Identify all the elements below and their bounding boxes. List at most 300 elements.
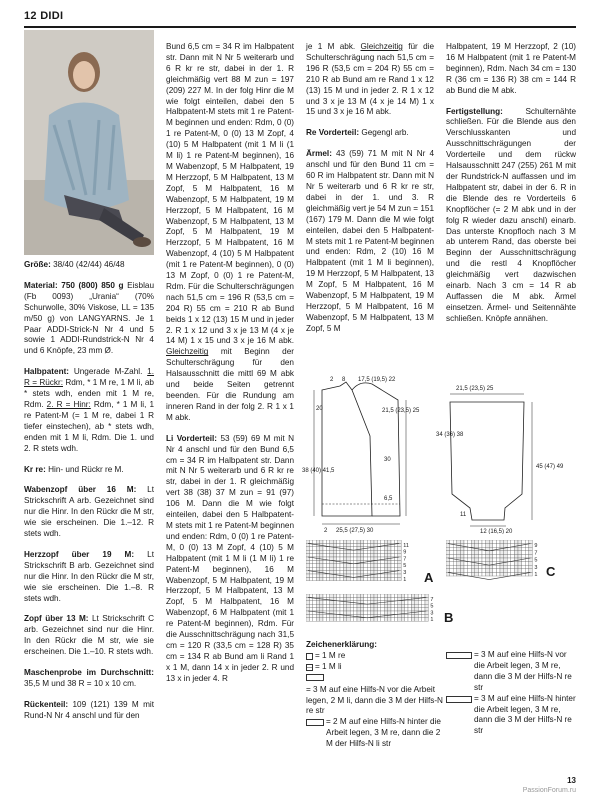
chart-a-cell [394, 577, 397, 580]
chart-a-cell [337, 574, 340, 577]
chart-a-cell [381, 560, 384, 563]
legend-text-cable-1: = 3 M auf eine Hilfs-N vor die Arbeit legen, 2 M li, dann die 3 M der Hilfs-N re str [306, 684, 443, 716]
chart-c-cell [529, 562, 533, 566]
chart-c-cell [453, 558, 457, 562]
purl-symbol-icon [306, 664, 313, 671]
chart-b-cell [405, 618, 408, 621]
chart-c-cell [514, 572, 518, 576]
chart-b-cell [309, 614, 312, 617]
chart-c-cell [446, 562, 450, 566]
chart-b-cell [316, 608, 319, 611]
cable-front-knit-icon [446, 652, 472, 659]
chart-a-cell [333, 564, 336, 567]
chart-a-cell [340, 554, 343, 557]
halbpatent-r2-label: 2. R = Hinr: [46, 399, 91, 409]
chart-a-cell [364, 564, 367, 567]
chart-a-cell [333, 577, 336, 580]
chart-a-cell [360, 567, 363, 570]
chart-b-cell [384, 614, 387, 617]
chart-a-cell [343, 557, 346, 560]
material-label: Material: 750 (800) 850 g [24, 280, 124, 290]
chart-b-cell [313, 604, 316, 607]
chart-b-cell [337, 597, 340, 600]
chart-c-cell [453, 547, 457, 551]
chart-a-cell [323, 564, 326, 567]
chart-b-cell [418, 601, 421, 604]
chart-b-cell [381, 597, 384, 600]
chart-b-cell [422, 604, 425, 607]
chart-b-cell [347, 608, 350, 611]
chart-c-cell [493, 554, 497, 558]
chart-b-cell [384, 601, 387, 604]
chart-b-cell [377, 597, 380, 600]
chart-a-cell [309, 567, 312, 570]
chart-a-cell [367, 540, 370, 543]
chart-a-cell [360, 554, 363, 557]
chart-a-cell [384, 540, 387, 543]
chart-a-cell [371, 564, 374, 567]
chart-a-row-number: 1 [403, 576, 407, 582]
chart-c-cell [446, 554, 450, 558]
chart-a-row-number: 3 [403, 570, 407, 576]
chart-a-cell [391, 577, 394, 580]
chart-c-cell [529, 565, 533, 569]
chart-c-cell [504, 544, 508, 548]
zopf-label: Zopf über 13 M: [24, 614, 89, 624]
chart-c-cell [475, 544, 479, 548]
chart-c-cell [489, 554, 493, 558]
chart-c-cell [518, 547, 522, 551]
chart-a-cell [367, 571, 370, 574]
chart-b-cell [405, 601, 408, 604]
chart-a-cell [333, 567, 336, 570]
chart-a-cell [377, 567, 380, 570]
chart-c-cell [460, 551, 464, 555]
chart-c-cell [460, 547, 464, 551]
chart-a-cell [354, 543, 357, 546]
chart-a-cell [313, 574, 316, 577]
chart-a-cell [398, 567, 401, 570]
sleeve-side-34: 34 (36) 38 [436, 432, 464, 438]
chart-b-cell [320, 601, 323, 604]
chart-a-cell [381, 540, 384, 543]
chart-b-cell [347, 604, 350, 607]
chart-a-cell [343, 540, 346, 543]
chart-a [306, 540, 426, 584]
chart-b-cell [405, 611, 408, 614]
chart-c-cell [489, 569, 493, 573]
chart-c-cell [522, 540, 526, 544]
chart-b-cell [418, 604, 421, 607]
chart-b-cell [384, 597, 387, 600]
chart-c-cell [446, 572, 450, 576]
chart-c-cell [489, 540, 493, 544]
chart-a-cell [374, 567, 377, 570]
chart-c-cell [450, 551, 454, 555]
chart-a-cell [357, 543, 360, 546]
chart-c-cell [478, 565, 482, 569]
chart-b-cell [408, 608, 411, 611]
chart-c-cell [468, 540, 472, 544]
chart-a-cell [354, 557, 357, 560]
chart-c-cell [511, 565, 515, 569]
chart-c-cell [522, 558, 526, 562]
chart-b-cell [316, 618, 319, 621]
chart-b-cell [306, 608, 309, 611]
chart-c-cell [529, 572, 533, 576]
chart-b-cell [391, 611, 394, 614]
chart-b-cell [418, 614, 421, 617]
chart-a-cell [313, 540, 316, 543]
chart-a-cell [364, 567, 367, 570]
chart-c-cell [453, 572, 457, 576]
chart-c-cell [489, 565, 493, 569]
chart-a-cell [381, 554, 384, 557]
chart-a-cell [384, 550, 387, 553]
chart-a-cell [330, 571, 333, 574]
chart-c-cell [471, 540, 475, 544]
chart-c-cell [460, 572, 464, 576]
chart-b-cell [333, 604, 336, 607]
chart-a-cell [313, 577, 316, 580]
chart-a-cell [367, 547, 370, 550]
chart-c-cell [518, 540, 522, 544]
schem-side-20: 20 [316, 406, 323, 412]
chart-a-cell [347, 564, 350, 567]
chart-a-cell [326, 554, 329, 557]
chart-b-cell [316, 611, 319, 614]
chart-b-cell [313, 601, 316, 604]
chart-a-cell [313, 560, 316, 563]
chart-a-cell [343, 577, 346, 580]
chart-c-cell [471, 569, 475, 573]
chart-c-cell [514, 554, 518, 558]
chart-c-cell [450, 569, 454, 573]
chart-a-cell [384, 574, 387, 577]
chart-a-cell [398, 547, 401, 550]
chart-b-cell [394, 608, 397, 611]
chart-a-cell [377, 577, 380, 580]
chart-c-cell [478, 569, 482, 573]
chart-c-cell [514, 569, 518, 573]
legend-item-knit [306, 651, 448, 662]
chart-a-cell [377, 550, 380, 553]
chart-b-cell [411, 604, 414, 607]
chart-a-cell [367, 574, 370, 577]
chart-a-cell [360, 571, 363, 574]
chart-b-cell [422, 601, 425, 604]
chart-b-cell [394, 618, 397, 621]
chart-b-cell [364, 594, 367, 597]
chart-b-cell [398, 614, 401, 617]
chart-a-cell [391, 567, 394, 570]
chart-a-cell [337, 564, 340, 567]
chart-b-cell [425, 601, 428, 604]
chart-b-cell [326, 601, 329, 604]
chart-a-cell [394, 554, 397, 557]
chart-a-cell [364, 577, 367, 580]
chart-b-cell [391, 618, 394, 621]
chart-c-cell [496, 544, 500, 548]
chart-c-cell [478, 558, 482, 562]
chart-b-cell [388, 604, 391, 607]
chart-a-cell [343, 571, 346, 574]
chart-b-cell [357, 601, 360, 604]
chart-b-cell [405, 608, 408, 611]
chart-b-cell [422, 608, 425, 611]
chart-b-cell [425, 594, 428, 597]
chart-a-cell [357, 550, 360, 553]
chart-a-cell [384, 560, 387, 563]
chart-b-cell [405, 604, 408, 607]
chart-c-cell [500, 540, 504, 544]
chart-c-cell [514, 562, 518, 566]
legend-text-purl: = 1 M li [315, 661, 342, 671]
chart-c-cell [489, 544, 493, 548]
li-vorderteil-shoulder: für die Schulterschrägung nach 51,5 cm = 196 R (53,5 cm = 204 R) 55 cm = 210 R ab Bund am re Rand 1 x 12 (13) 15 M und in jeder 2. R 1 x 12 und 3 x je 13 M (4 x je 14 M) 1 x 15 und 3 x je 16 M abk. [306, 42, 434, 117]
chart-b-cell [354, 611, 357, 614]
chart-a-cell [371, 577, 374, 580]
chart-a-cell [320, 540, 323, 543]
chart-a-cell [398, 543, 401, 546]
chart-c-cell [504, 554, 508, 558]
chart-b-cell [360, 608, 363, 611]
chart-b-cell [330, 594, 333, 597]
wabenzopf-label: Wabenzopf über 16 M: [24, 485, 137, 495]
chart-a-cell [330, 554, 333, 557]
chart-a-cell [371, 550, 374, 553]
chart-b-cell [364, 608, 367, 611]
chart-a-cell [316, 577, 319, 580]
li-vorderteil-continued: je 1 M abk. [306, 42, 356, 51]
chart-a-cell [374, 540, 377, 543]
chart-b-cell [425, 608, 428, 611]
chart-b-cell [381, 608, 384, 611]
chart-b-cell [398, 601, 401, 604]
chart-c-cell [453, 562, 457, 566]
chart-a-cell [371, 571, 374, 574]
chart-a-cell [391, 554, 394, 557]
halbpatent-label: Halbpatent: [24, 367, 70, 377]
chart-b-cell [364, 604, 367, 607]
chart-a-cell [364, 554, 367, 557]
chart-c-cell [507, 544, 511, 548]
chart-c-cell [493, 558, 497, 562]
chart-a-cell [398, 560, 401, 563]
chart-b-cell [347, 618, 350, 621]
chart-b-cell [309, 594, 312, 597]
chart-a-cell [313, 564, 316, 567]
chart-b-cell [347, 597, 350, 600]
chart-a-cell [306, 567, 309, 570]
chart-b-cell [340, 604, 343, 607]
chart-a-cell [367, 557, 370, 560]
chart-a-cell [337, 540, 340, 543]
chart-a-cell [384, 577, 387, 580]
chart-c-cell [471, 551, 475, 555]
chart-c-cell [496, 569, 500, 573]
legend-item-cable-3 [446, 650, 576, 694]
chart-b-cell [374, 608, 377, 611]
chart-b-cell [391, 597, 394, 600]
chart-c-cell [511, 540, 515, 544]
chart-a-cell [381, 577, 384, 580]
chart-c-cell [525, 565, 529, 569]
chart-a-cell [367, 550, 370, 553]
chart-c-cell [446, 565, 450, 569]
chart-b-cell [415, 608, 418, 611]
chart-c-cell [453, 540, 457, 544]
chart-a-cell [320, 564, 323, 567]
chart-a-cell [323, 560, 326, 563]
chart-a-cell [398, 571, 401, 574]
chart-a-cell [337, 577, 340, 580]
chart-a-cell [367, 554, 370, 557]
chart-a-cell [388, 560, 391, 563]
chart-b-cell [401, 594, 404, 597]
chart-c-cell [525, 551, 529, 555]
chart-a-cell [371, 543, 374, 546]
chart-a-cell [354, 564, 357, 567]
chart-b-cell [333, 608, 336, 611]
chart-a-cell [388, 554, 391, 557]
chart-c-cell [504, 565, 508, 569]
chart-a-cell [306, 564, 309, 567]
chart-c-cell [493, 565, 497, 569]
chart-a-cell [309, 547, 312, 550]
rueckenteil-text: 109 (121) 139 M mit Rund-N Nr 4 anschl und für den [24, 699, 154, 720]
chart-b-cell [306, 601, 309, 604]
chart-c-cell [482, 540, 486, 544]
chart-b-cell [364, 618, 367, 621]
chart-c-cell [482, 558, 486, 562]
chart-a-cell [309, 550, 312, 553]
chart-c-cell [493, 551, 497, 555]
gleichzeitig-marker: Gleichzeitig [166, 347, 209, 357]
chart-c-cell [518, 551, 522, 555]
chart-a-cell [371, 567, 374, 570]
chart-b-cell [357, 597, 360, 600]
chart-c-cell [511, 569, 515, 573]
chart-b-cell [357, 618, 360, 621]
chart-b-cell [306, 594, 309, 597]
chart-a-cell [343, 550, 346, 553]
chart-b-row-number: 1 [430, 617, 434, 624]
chart-c-cell [482, 569, 486, 573]
chart-b-cell [394, 604, 397, 607]
chart-a-letter: A [424, 570, 434, 585]
chart-c-cell [486, 569, 490, 573]
chart-c-cell [500, 572, 504, 576]
chart-a-cell [381, 574, 384, 577]
chart-a-cell [364, 540, 367, 543]
legend-item-cable-1 [306, 673, 448, 685]
chart-a-cell [357, 540, 360, 543]
chart-a-cell [357, 571, 360, 574]
chart-a-cell [320, 567, 323, 570]
chart-b-cell [425, 618, 428, 621]
chart-c-cell [464, 547, 468, 551]
chart-c-cell [525, 554, 529, 558]
header-rule [24, 26, 576, 28]
chart-b-cell [394, 594, 397, 597]
chart-c-cell [450, 562, 454, 566]
krre-label: Kr re: [24, 464, 46, 474]
chart-c-cell [457, 547, 461, 551]
chart-a-cell [398, 574, 401, 577]
chart-a-cell [347, 571, 350, 574]
chart-a-cell [316, 547, 319, 550]
knit-symbol-icon [306, 653, 313, 660]
chart-c-cell [525, 547, 529, 551]
chart-c-cell [511, 562, 515, 566]
chart-a-cell [323, 577, 326, 580]
chart-c-cell [460, 544, 464, 548]
chart-b-cell [316, 597, 319, 600]
chart-b-cell [357, 614, 360, 617]
chart-a-cell [360, 543, 363, 546]
material-text: Eisblau (Fb 0093) „Urania“ (70% Schurwolle, 30% Viskose, LL = 135 m/50 g) von LANGYARNS. Je 1 Paar ADDI-Strick-N Nr 4 und 5 sowie 1 ADDI-Rundstrick-N Nr 4 und 6 Knöpfe, 23 mm Ø. [24, 280, 154, 356]
chart-a-cell [374, 564, 377, 567]
chart-a-cell [330, 557, 333, 560]
chart-c-grid [446, 540, 546, 580]
chart-b-cell [354, 594, 357, 597]
chart-c-cell [514, 540, 518, 544]
chart-a-cell [320, 554, 323, 557]
chart-a-cell [313, 547, 316, 550]
chart-b-cell [337, 604, 340, 607]
chart-b-row-number: 3 [430, 610, 434, 617]
chart-b-cell [415, 594, 418, 597]
chart-c-cell [450, 565, 454, 569]
chart-c-cell [504, 540, 508, 544]
legend-right [446, 640, 576, 737]
chart-c-cell [453, 551, 457, 555]
chart-c-cell [514, 551, 518, 555]
chart-b-cell [350, 597, 353, 600]
chart-b-cell [323, 601, 326, 604]
chart-b-cell [337, 611, 340, 614]
chart-c [446, 540, 546, 582]
sleeve-top-width: 21,5 (23,5) 25 [456, 386, 494, 392]
chart-a-cell [371, 554, 374, 557]
chart-a-cell [316, 560, 319, 563]
chart-a-cell [320, 560, 323, 563]
halbpatent-r1-text: Rdm, * 1 M re, 1 M li, ab * stets wdh, enden mit 1 M re, Rdm. [24, 378, 154, 409]
chart-b-cell [330, 604, 333, 607]
chart-c-cell [511, 554, 515, 558]
chart-a-cell [388, 540, 391, 543]
chart-a-cell [354, 550, 357, 553]
page-number: 13 [567, 776, 576, 785]
chart-c-cell [464, 551, 468, 555]
chart-a-cell [306, 550, 309, 553]
chart-c-cell [478, 572, 482, 576]
chart-c-cell [471, 572, 475, 576]
chart-a-cell [313, 567, 316, 570]
chart-b-cell [333, 594, 336, 597]
chart-b-cell [347, 614, 350, 617]
chart-a-cell [360, 577, 363, 580]
chart-a-cell [337, 543, 340, 546]
li-vorderteil-text: 53 (59) 69 M mit N Nr 4 anschl und für den Bund 6,5 cm = 34 R im Halbpatent str. Dann mit N Nr 5 weiterarb und 6 R kr re str, dabei in der 1. R gleichmäßig vert 38 (38) 37 M zun = 91 (97) 106 M. Dann die M wie folgt einteilen, dabei den 5 Halbpatent-M stets mit 1 re Patent-M beginnen und enden: Rdm, 0 (0) 1 re Patent-M, 0 (0) 13 M Zopf, 4 (10) 5 M Halbpatent (mit 1 M li (1 M li) 1 re Patent-M beginnen), 16 M Wabenzopf, 5 M Halbpatent, 19 M Herzzopf, 5 M Halbpatent, 13 M Zopf, 5 M Halbpatent, 16 M Wabenzopf, 6 M Halbpatent (mit 1 re Patent-M beginnen), Rdm. Für die Ausschnittschrägung nach 31,5 cm = 120 R (33,5 cm = 128 R) 35 cm = 134 R ab Bund am li Rand 1 x 1 M, dann 14 x in jeder 2. R und 13 x in jeder 4. R [166, 433, 295, 683]
chart-a-cell [337, 560, 340, 563]
chart-a-cell [343, 543, 346, 546]
chart-a-cell [391, 550, 394, 553]
chart-c-cell [522, 554, 526, 558]
chart-c-letter: C [546, 564, 556, 579]
chart-c-cell [500, 544, 504, 548]
